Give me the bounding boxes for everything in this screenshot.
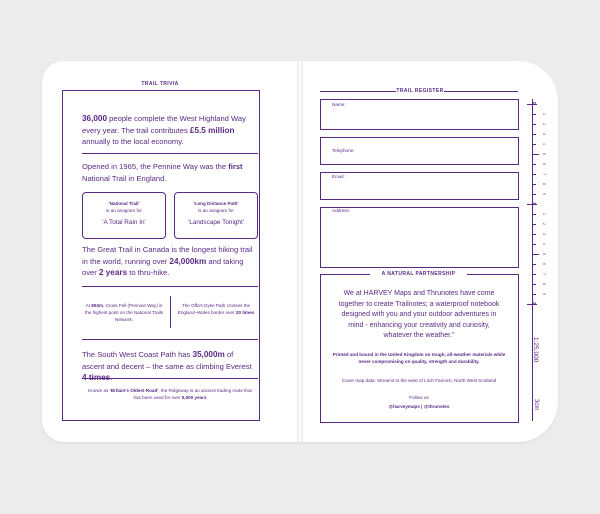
- fact-offasdyke: The Offa's Dyke Path crosses the England–Wales border over 20 times: [177, 303, 255, 315]
- ruler-minor-tick: [532, 174, 536, 175]
- ruler-minor-tick: [532, 244, 536, 245]
- name-field[interactable]: [320, 99, 519, 130]
- divider: [82, 153, 258, 154]
- telephone-field[interactable]: [320, 137, 519, 165]
- fact-westhighland: 36,000 people complete the West Highland Way every year. The trail contributes £5.5 million annually to the local economy.: [82, 114, 246, 146]
- ruler-minor-label: 2: [542, 223, 546, 225]
- ruler-minor-label: 7: [542, 273, 546, 275]
- fact-southwest: The South West Coast Path has 35,000m of ascent and decent – the same as climbing Everest: [82, 350, 252, 371]
- header-rule-right: [444, 91, 518, 92]
- ruler: [525, 99, 555, 421]
- email-field[interactable]: [320, 172, 519, 200]
- fact-pennine: Opened in 1965, the Pennine Way was the first National Trail in England.: [82, 162, 243, 183]
- ruler-minor-label: 9: [542, 193, 546, 195]
- ruler-minor-label: 5: [542, 153, 546, 155]
- anagram-mid: is an anagram for: [106, 208, 142, 213]
- ruler-minor-tick: [532, 184, 536, 185]
- ruler-minor-label: 6: [542, 263, 546, 265]
- divider: [82, 339, 258, 340]
- address-field[interactable]: [320, 207, 519, 268]
- ruler-minor-tick: [532, 144, 536, 145]
- social-handles[interactable]: @harveymaps | @thrunotes: [388, 404, 450, 409]
- email-label: Email:: [332, 174, 345, 179]
- ruler-major-label: 1: [532, 202, 537, 205]
- ruler-minor-label: 3: [542, 133, 546, 135]
- ruler-minor-tick: [532, 194, 536, 195]
- ruler-end: 3cm: [533, 399, 539, 411]
- fact-canada: The Great Trail in Canada is the longest hiking trail in the world, running over 24,000km and taking over 2 years to thru-hike.: [82, 245, 253, 277]
- ruler-scale: 1:25,000: [532, 337, 539, 363]
- header-rule-left: [320, 91, 396, 92]
- divider: [82, 378, 258, 379]
- ruler-minor-label: 8: [542, 283, 546, 285]
- spine: [297, 61, 303, 442]
- ruler-minor-label: 9: [542, 293, 546, 295]
- fact-crossfell: At 893m, Cross Fell (Pennine Way) is the highest point on the National Trails Network.: [84, 303, 164, 322]
- right-header: TRAIL REGISTER: [396, 88, 444, 94]
- anagram-title: 'National Trail': [108, 201, 140, 206]
- anagram-mid: is an anagram for: [198, 208, 234, 213]
- ruler-minor-label: 1: [542, 113, 546, 115]
- partnership-materials: Printed and bound in the United Kingdom on tough, all-weather materials while never compromising on quality, strength and durability.: [332, 352, 506, 364]
- ruler-minor-tick: [532, 134, 536, 135]
- ruler-minor-label: 4: [542, 243, 546, 245]
- ruler-major-label: 2: [532, 302, 537, 305]
- ruler-minor-tick: [532, 214, 536, 215]
- address-label: Address:: [332, 208, 351, 213]
- ruler-minor-label: 3: [542, 233, 546, 235]
- ruler-minor-tick: [532, 274, 536, 275]
- ruler-minor-tick: [532, 164, 536, 165]
- ruler-minor-tick: [532, 114, 536, 115]
- partnership-header: A NATURAL PARTNERSHIP: [370, 271, 467, 277]
- anagram-title: 'Long Distance Path': [193, 201, 239, 206]
- divider: [82, 286, 258, 287]
- ruler-minor-tick: [532, 294, 536, 295]
- partnership-quote: We at HARVEY Maps and Thrunotes have come together to create Trailnotes; a waterproof notebook designed with you and your outdoor adventures in mind - enhancing your creativity and curiosity, whatever the weather.": [338, 290, 500, 339]
- ruler-minor-tick: [532, 264, 536, 265]
- follow-us: Follow us: [409, 395, 429, 400]
- ruler-minor-tick: [532, 254, 539, 255]
- ruler-axis: [532, 99, 533, 421]
- name-label: Name:: [332, 102, 346, 107]
- vertical-divider: [170, 296, 171, 328]
- left-header: TRAIL TRIVIA: [141, 81, 179, 87]
- ruler-minor-tick: [532, 154, 539, 155]
- ruler-minor-tick: [532, 284, 536, 285]
- telephone-label: Telephone:: [332, 148, 355, 153]
- ruler-minor-label: 8: [542, 183, 546, 185]
- ruler-minor-label: 1: [542, 213, 546, 215]
- fact-ridgeway: Known as 'Britain's Oldest Road', the Ridgeway is an ancient trading route that has been used for over 5,000 years: [88, 388, 252, 400]
- ruler-minor-label: 5: [542, 253, 546, 255]
- ruler-minor-tick: [532, 124, 536, 125]
- ruler-minor-label: 4: [542, 143, 546, 145]
- ruler-minor-label: 2: [542, 123, 546, 125]
- ruler-minor-label: 7: [542, 173, 546, 175]
- ruler-minor-label: 6: [542, 163, 546, 165]
- anagram-card-1: [82, 192, 166, 239]
- ruler-minor-tick: [532, 234, 536, 235]
- anagram-answer: 'A Total Rain In': [102, 219, 146, 226]
- ruler-major-label: 0: [532, 102, 537, 105]
- anagram-answer: 'Landscape Tonight': [188, 219, 244, 226]
- ruler-minor-tick: [532, 224, 536, 225]
- cover-map-data: Cover map data: Streams to the west of Loch Fannich, North West Scotland: [341, 378, 497, 383]
- anagram-card-2: [174, 192, 258, 239]
